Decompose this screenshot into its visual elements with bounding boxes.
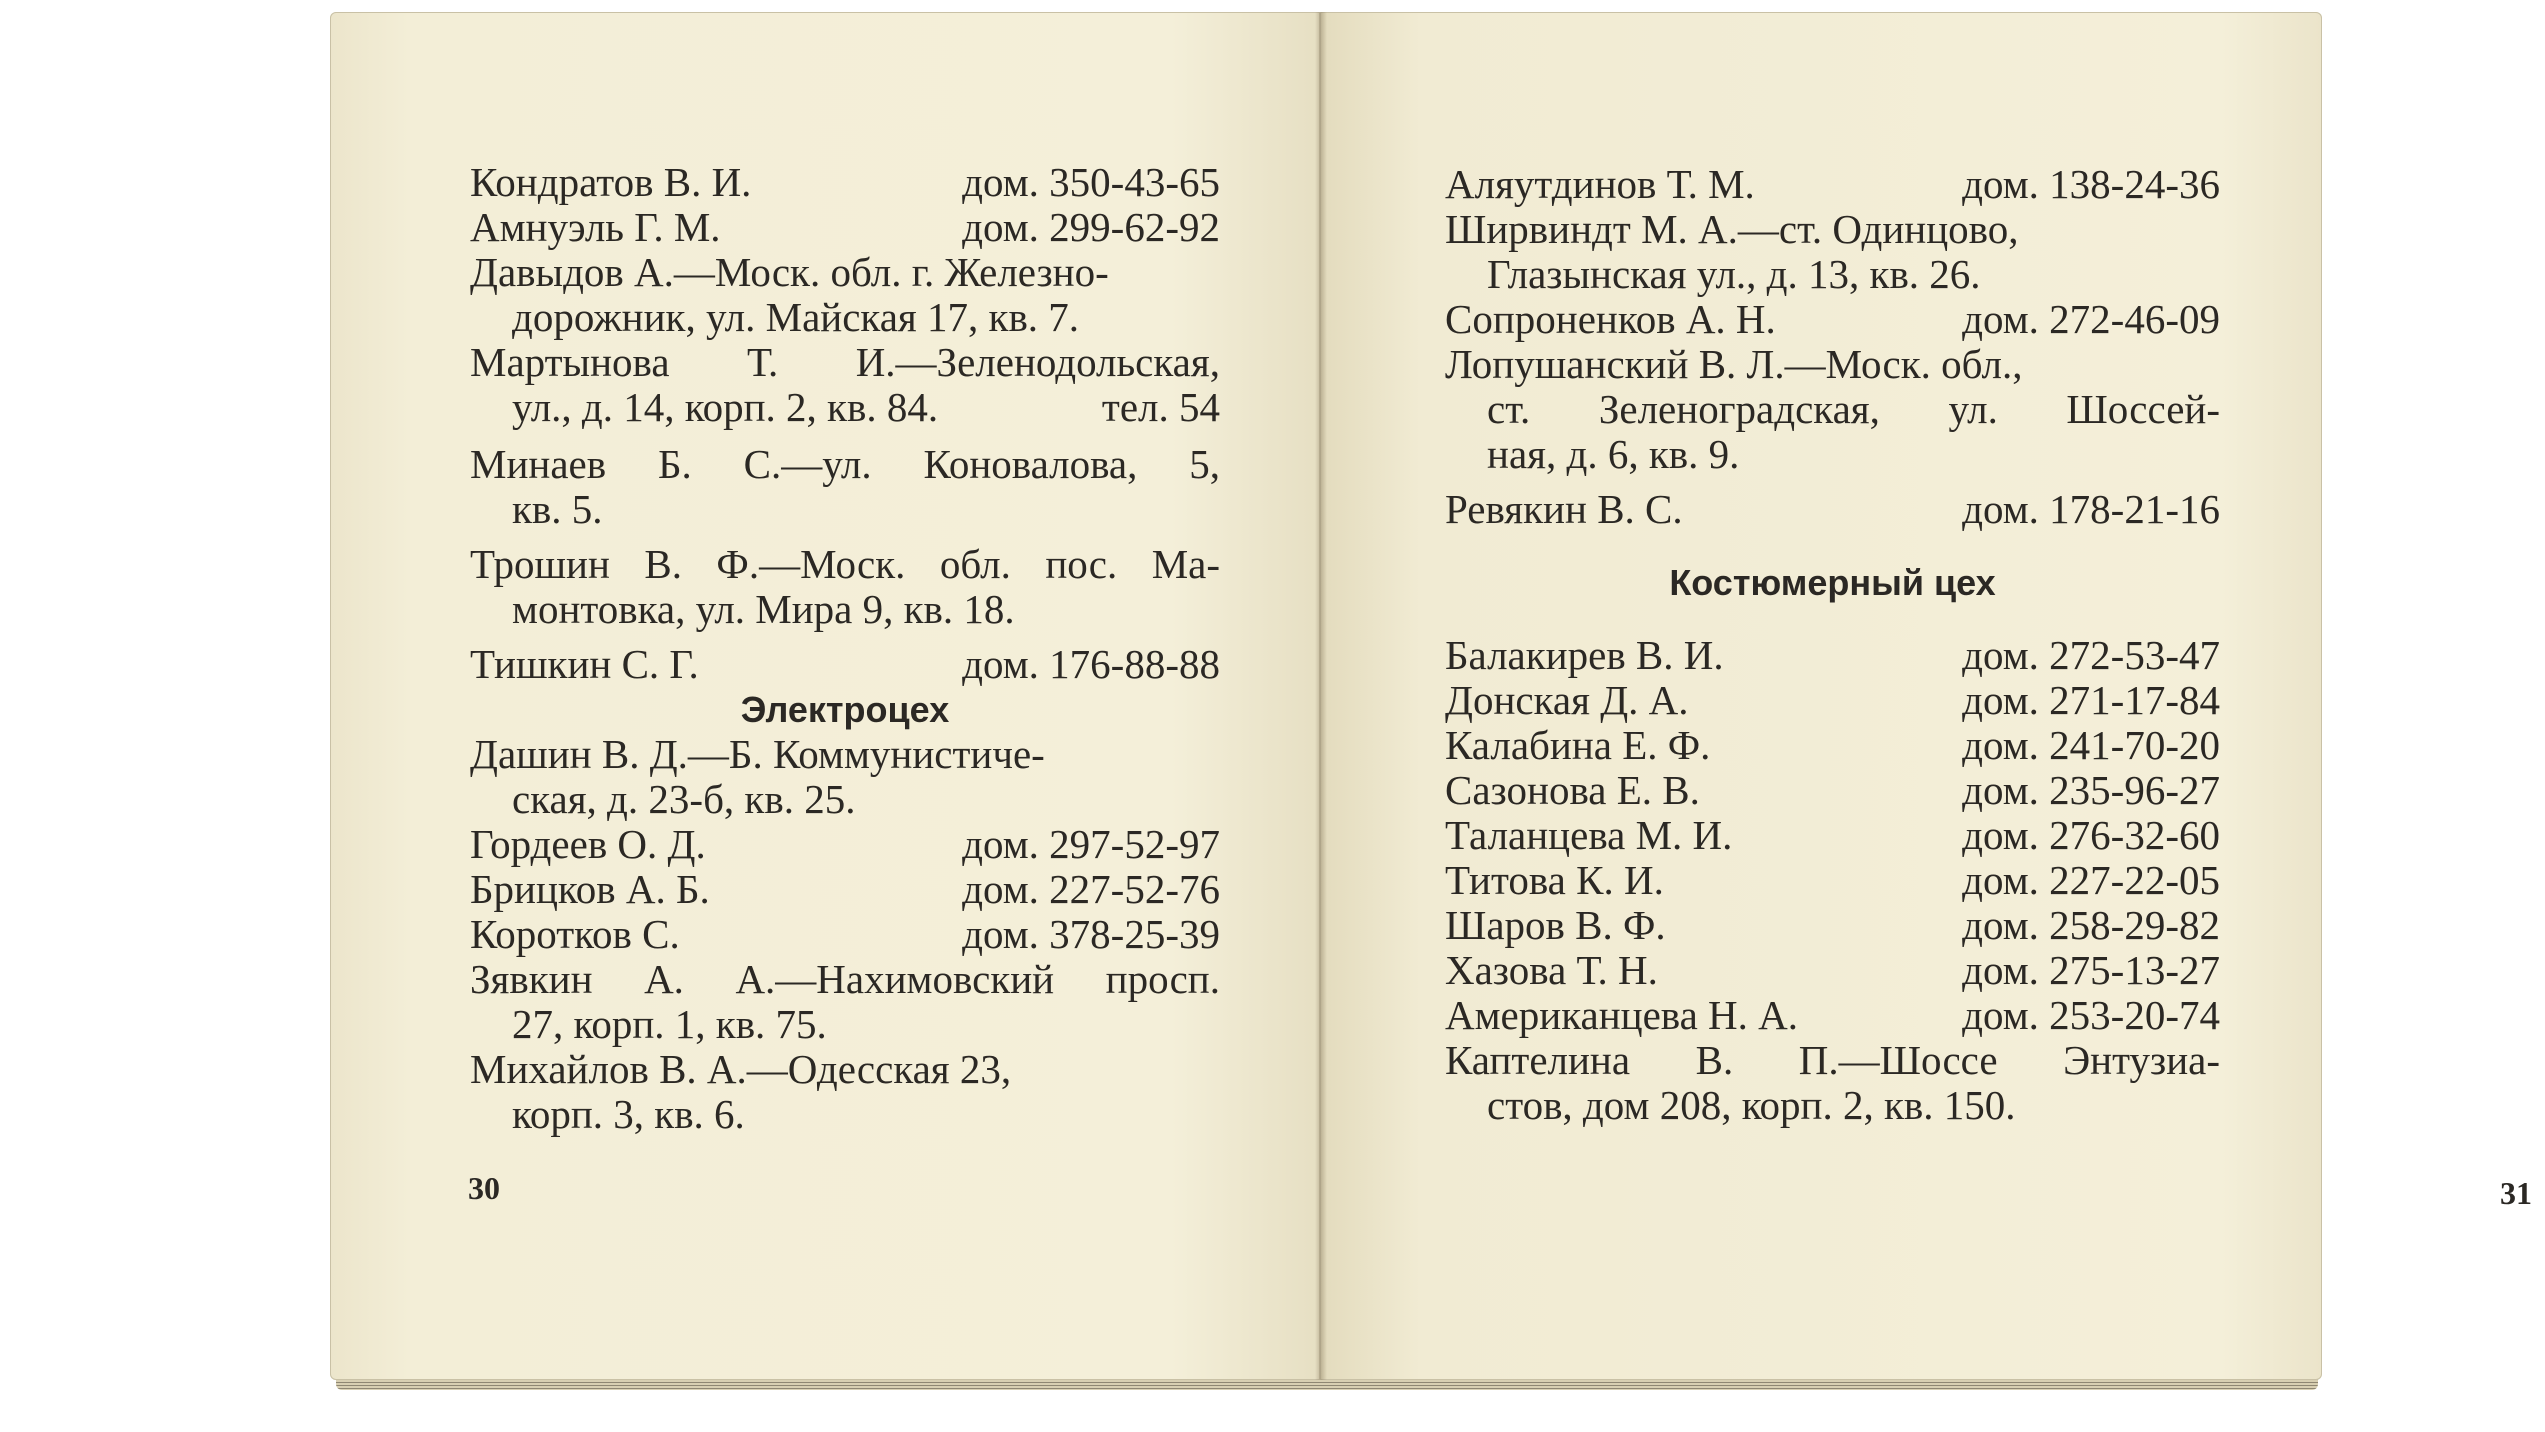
entry-minaev-cont: кв. 5. [512,486,603,532]
entry-phone: дом. 178-21-16 [1962,486,2220,532]
right-page-text [1445,162,2220,1128]
entry-troshin: Трошин В. Ф.—Моск. обл. пос. Ма- [470,542,1220,587]
entry-amerikantseva [1445,993,2220,1038]
entry-minaev: Минаев Б. С.—ул. Коновалова, 5, [470,442,1220,487]
page-number: 30 [468,1170,500,1206]
entry-mikhailov: Михайлов В. А.—Одесская 23, [470,1046,1012,1092]
entry-zyavkin: Зявкин А. А.—Нахимовский просп. [470,957,1220,1002]
entry-mikhailov-cont: корп. 3, кв. 6. [512,1091,745,1137]
entry-phone: дом. 241-70-20 [1962,722,2220,768]
entry-gordeev [470,822,1220,867]
entry-sharov [1445,903,2220,948]
entry-korotkov [470,912,1220,957]
entry-shirvindt-cont: Глазынская ул., д. 13, кв. 26. [1487,251,1981,297]
entry-name: Балакирев В. И. [1445,632,1724,678]
entry-kaptelina-cont: стов, дом 208, корп. 2, кв. 150. [1487,1082,2016,1128]
entry-phone: дом. 138-24-36 [1962,161,2220,207]
entry-name: Донская Д. А. [1445,677,1689,723]
entry-dashin: Дашин В. Д.—Б. Коммунистиче- [470,731,1045,777]
entry-name: Ревякин В. С. [1445,486,1683,532]
entry-address: ул., д. 14, корп. 2, кв. 84. [512,384,939,430]
entry-phone: дом. 258-29-82 [1962,902,2220,948]
entry-amnuel [470,205,1220,250]
entry-kaptelina: Каптелина В. П.—Шоссе Энтузиа- [1445,1038,2220,1083]
entry-phone: дом. 272-46-09 [1962,296,2220,342]
entry-lopushansky-cont2: ная, д. 6, кв. 9. [1487,431,1740,477]
entry-britskov [470,867,1220,912]
book-gutter [1315,12,1327,1380]
entry-revyakin [1445,487,2220,532]
entry-phone: дом. 272-53-47 [1962,632,2220,678]
page-number: 31 [2500,1175,2532,1211]
right-page [1320,12,2532,1380]
entry-zyavkin-cont: 27, корп. 1, кв. 75. [512,1001,827,1047]
entry-dashin-cont: ская, д. 23-б, кв. 25. [512,776,856,822]
entry-davydov-cont: дорожник, ул. Майская 17, кв. 7. [512,294,1080,340]
entry-name: Калабина Е. Ф. [1445,722,1711,768]
entry-shirvindt: Ширвиндт М. А.—ст. Одинцово, [1445,206,2019,252]
entry-phone: дом. 227-52-76 [962,866,1220,912]
entry-phone: дом. 275-13-27 [1962,947,2220,993]
entry-name: Шаров В. Ф. [1445,902,1666,948]
entry-name: Сазонова Е. В. [1445,767,1700,813]
entry-talantseva [1445,813,2220,858]
entry-name: Кондратов В. И. [470,159,752,205]
entry-donskaya [1445,678,2220,723]
entry-phone: тел. 54 [1101,384,1220,430]
left-page [330,12,1320,1380]
entry-khazova [1445,948,2220,993]
entry-sopronenkov [1445,297,2220,342]
entry-name: Брицков А. Б. [470,866,710,912]
entry-phone: дом. 276-32-60 [1962,812,2220,858]
entry-name: Таланцева М. И. [1445,812,1733,858]
entry-troshin-cont: монтовка, ул. Мира 9, кв. 18. [512,586,1015,632]
entry-name: Хазова Т. Н. [1445,947,1658,993]
entry-davydov: Давыдов А.—Моск. обл. г. Железно- [470,249,1109,295]
entry-titova [1445,858,2220,903]
entry-phone: дом. 235-96-27 [1962,767,2220,813]
entry-phone: дом. 253-20-74 [1962,992,2220,1038]
entry-phone: дом. 176-88-88 [962,641,1220,687]
entry-name: Американцева Н. А. [1445,992,1799,1038]
entry-name: Аляутдинов Т. М. [1445,161,1755,207]
entry-phone: дом. 350-43-65 [962,159,1220,205]
entry-name: Титова К. И. [1445,857,1664,903]
entry-balakirev [1445,633,2220,678]
entry-martynova-cont [470,385,1220,430]
entry-name: Тишкин С. Г. [470,641,699,687]
entry-lopushansky-cont: ст. Зеленоградская, ул. Шоссей- [1487,387,2220,432]
entry-martynova: Мартынова Т. И.—Зеленодольская, [470,340,1220,385]
section-heading-electro: Электроцех [740,689,950,730]
entry-alyautdinov [1445,162,2220,207]
entry-phone: дом. 227-22-05 [1962,857,2220,903]
entry-sazonova [1445,768,2220,813]
entry-tishkin [470,642,1220,687]
entry-kondratov [470,160,1220,205]
entry-name: Амнуэль Г. М. [470,204,721,250]
section-heading-costume: Костюмерный цех [1669,562,1996,603]
entry-kalabina [1445,723,2220,768]
entry-phone: дом. 297-52-97 [962,821,1220,867]
entry-phone: дом. 378-25-39 [962,911,1220,957]
entry-name: Коротков С. [470,911,680,957]
entry-phone: дом. 271-17-84 [1962,677,2220,723]
entry-name: Сопроненков А. Н. [1445,296,1776,342]
entry-phone: дом. 299-62-92 [962,204,1220,250]
entry-name: Гордеев О. Д. [470,821,706,867]
open-book [330,12,2532,1390]
entry-lopushansky: Лопушанский В. Л.—Моск. обл., [1445,341,2023,387]
left-page-text [470,160,1220,1137]
